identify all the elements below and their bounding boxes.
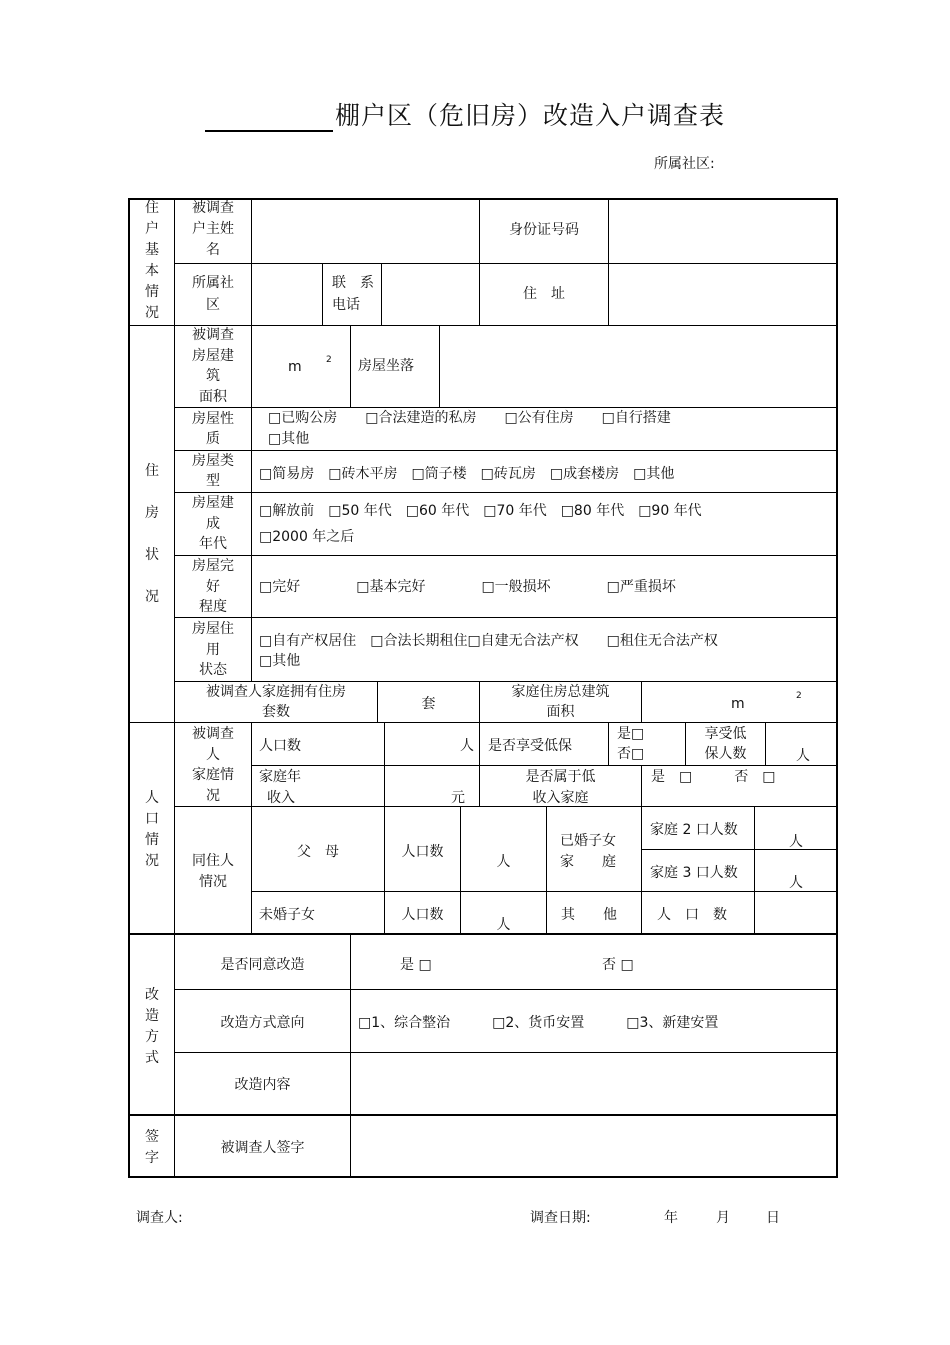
era-options[interactable]: □解放前 □50 年代 □60 年代 □70 年代 □80 年代 □90 年代 [259,503,702,519]
label-community: 所属社 区 [192,275,234,313]
type-options[interactable]: □简易房 □砖木平房 □筒子楼 □砖瓦房 □成套楼房 □其他 [259,466,675,482]
section-housing: 住 房 状 况 [145,463,159,605]
label-married-children: 已婚子女 家 庭 [560,833,616,870]
family-2-unit: 人 [789,834,803,850]
label-family-info: 被调查 人 家庭情 况 [192,726,234,804]
agree-no[interactable]: 否 □ [602,957,634,973]
section-renovation: 改 造 方 式 [145,987,159,1066]
label-low-income-security: 是否享受低保 [488,738,572,754]
label-is-low-income: 是否属于低 收入家庭 [525,769,596,806]
nature-options[interactable]: □已购公房 □合法建造的私房 □公有住房 □自行搭建 [268,410,671,426]
label-cohabitants: 同住人 情况 [192,853,234,890]
label-id-number: 身份证号码 [509,222,579,238]
security-yes-no[interactable]: 是□ 否□ [617,726,645,762]
label-population-count: 人口数 [259,738,301,754]
label-security-count: 享受低 保人数 [704,726,747,762]
title-text: 棚户区（危旧房）改造入户调查表 [335,101,726,130]
label-built-era: 房屋建 成 年代 [192,495,234,552]
section-population: 人 口 情 况 [145,790,159,869]
person-unit: 人 [460,738,474,754]
label-condition: 房屋完 好 程度 [192,558,234,615]
label-agree-renovation: 是否同意改造 [220,957,305,973]
agree-yes[interactable]: 是 □ [400,957,432,973]
label-type: 房屋类 型 [192,453,234,489]
nature-option-other[interactable]: □其他 [268,431,310,447]
usage-options[interactable]: □自有产权居住 □合法长期租住□自建无合法产权 □租住无合法产权 [259,633,718,649]
label-others: 其 他 [561,907,617,923]
label-parents-count: 人口数 [401,844,444,860]
area-unit-sup: 2 [326,355,332,365]
blank-line [205,106,333,132]
label-total-area: 家庭住房总建筑 面积 [511,684,610,720]
set-unit: 套 [421,696,436,712]
investigator-label: 调查人: [136,1210,183,1226]
label-family-2: 家庭 2 口人数 [650,822,738,838]
label-address: 住 址 [523,286,565,302]
label-respondent-signature: 被调查人签字 [220,1140,305,1156]
unmarried-person-unit: 人 [496,917,511,933]
label-family-3: 家庭 3 口人数 [650,865,738,881]
survey-date-label: 调查日期: [530,1210,591,1226]
condition-options[interactable]: □完好 □基本完好 □一般损坏 □严重损坏 [259,579,676,595]
label-location: 房屋坐落 [358,358,414,374]
security-person-unit: 人 [796,748,810,764]
low-income-yes-no[interactable]: 是 □ 否 □ [651,769,776,785]
label-usage: 房屋住 用 状态 [192,621,234,678]
usage-option-other[interactable]: □其他 [259,653,301,669]
method-options[interactable]: □1、综合整治 □2、货币安置 □3、新建安置 [358,1015,719,1031]
era-option-2000[interactable]: □2000 年之后 [259,529,355,545]
family-3-unit: 人 [789,875,803,891]
label-annual-income: 家庭年 收入 [259,769,301,806]
label-unmarried-children: 未婚子女 [259,907,315,923]
yuan-unit: 元 [451,790,465,806]
month-label: 月 [716,1210,730,1226]
label-houses-owned: 被调查人家庭拥有住房 套数 [206,684,346,720]
day-label: 日 [766,1210,780,1226]
label-unmarried-count: 人口数 [401,907,444,923]
label-renovation-content: 改造内容 [234,1077,291,1093]
label-method-intent: 改造方式意向 [220,1015,305,1031]
total-area-unit-sup: 2 [796,691,802,701]
section-signature: 签 字 [145,1129,159,1166]
area-unit: m [288,359,302,375]
label-phone: 联 系 电话 [332,275,374,313]
community-label: 所属社区: [654,156,715,172]
section-resident-basic: 住 户 基 本 情 况 [145,200,159,321]
label-building-area: 被调查 房屋建 筑 面积 [192,327,234,405]
label-householder-name: 被调查 户主姓 名 [192,200,234,258]
total-area-unit: m [731,696,745,712]
label-parents: 父 母 [297,844,339,860]
label-others-count: 人 口 数 [657,907,727,923]
parents-person-unit: 人 [496,854,511,870]
page-title [205,96,725,132]
label-nature: 房屋性 质 [192,411,234,447]
year-label: 年 [664,1210,678,1226]
